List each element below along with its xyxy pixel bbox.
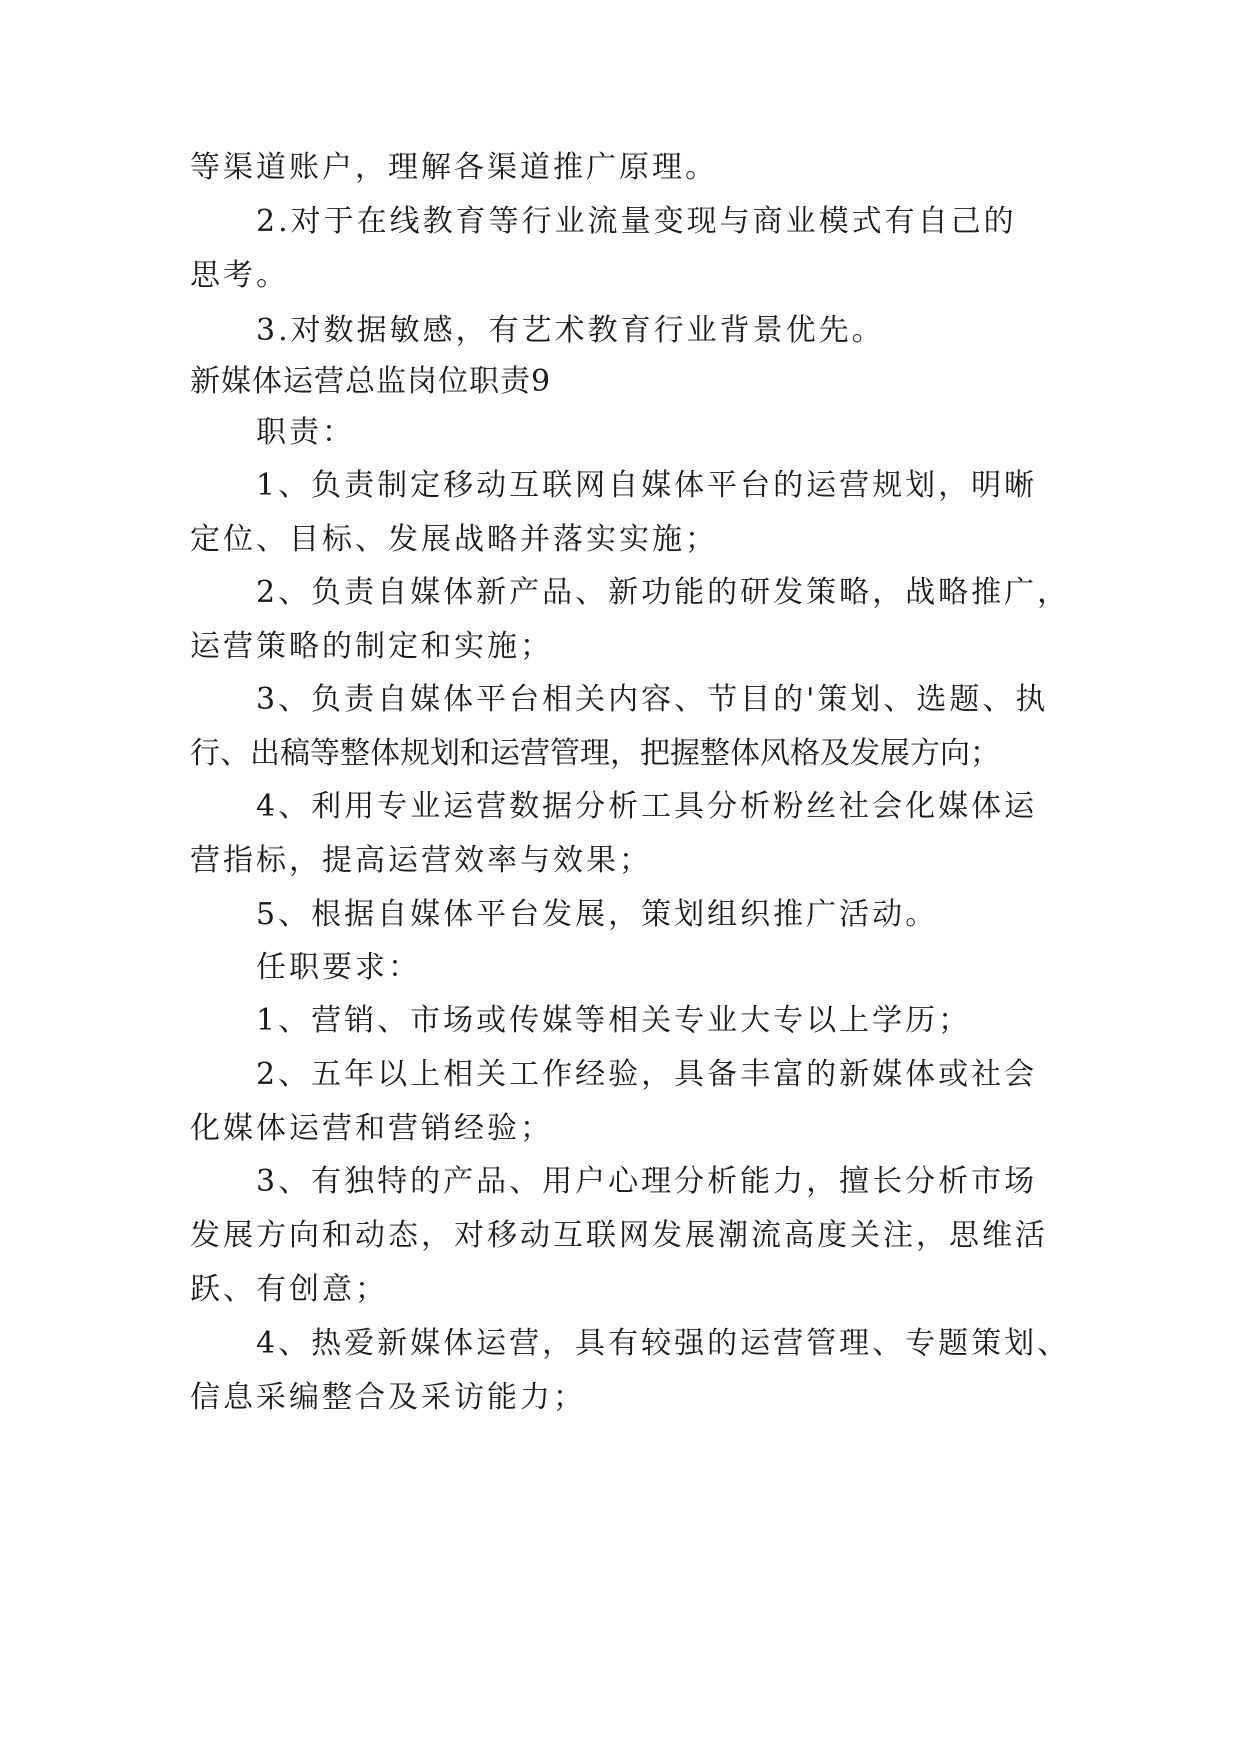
paragraph-line: 1、营销、市场或传媒等相关专业大专以上学历； <box>256 1003 972 1038</box>
subheading-duties: 职责： <box>256 415 355 450</box>
paragraph-line: 化媒体运营和营销经验； <box>190 1111 553 1146</box>
paragraph-line: 3、负责自媒体平台相关内容、节目的'策划、选题、执 <box>256 682 1049 717</box>
paragraph-line: 定位、目标、发展战略并落实实施； <box>190 522 718 557</box>
paragraph-line: 3、有独特的产品、用户心理分析能力，擅长分析市场 <box>256 1164 1038 1199</box>
paragraph-line: 营指标，提高运营效率与效果； <box>190 843 652 878</box>
paragraph-line: 跃、有创意； <box>190 1272 388 1307</box>
paragraph-line: 行、出稿等整体规划和运营管理，把握整体风格及发展方向； <box>190 736 1000 771</box>
paragraph-line: 5、根据自媒体平台发展，策划组织推广活动。 <box>256 897 939 932</box>
paragraph-line: 3.对数据敏感，有艺术教育行业背景优先。 <box>256 313 885 348</box>
paragraph-line: 发展方向和动态，对移动互联网发展潮流高度关注，思维活 <box>190 1218 1048 1253</box>
paragraph-line: 2、负责自媒体新产品、新功能的研发策略，战略推广， <box>256 575 1071 610</box>
paragraph-line: 2、五年以上相关工作经验，具备丰富的新媒体或社会 <box>256 1057 1038 1092</box>
section-heading: 新媒体运营总监岗位职责9 <box>190 364 552 399</box>
paragraph-line: 4、热爱新媒体运营，具有较强的运营管理、专题策划、 <box>256 1326 1071 1361</box>
paragraph-line: 1、负责制定移动互联网自媒体平台的运营规划，明晰 <box>256 468 1038 503</box>
paragraph-line: 运营策略的制定和实施； <box>190 629 553 664</box>
paragraph-line: 2.对于在线教育等行业流量变现与商业模式有自己的 <box>256 204 1017 239</box>
paragraph-line: 信息采编整合及采访能力； <box>190 1380 586 1415</box>
subheading-requirements: 任职要求： <box>256 950 421 985</box>
paragraph-line: 4、利用专业运营数据分析工具分析粉丝社会化媒体运 <box>256 789 1038 824</box>
paragraph-line: 等渠道账户，理解各渠道推广原理。 <box>190 150 718 185</box>
paragraph-line: 思考。 <box>190 258 289 293</box>
